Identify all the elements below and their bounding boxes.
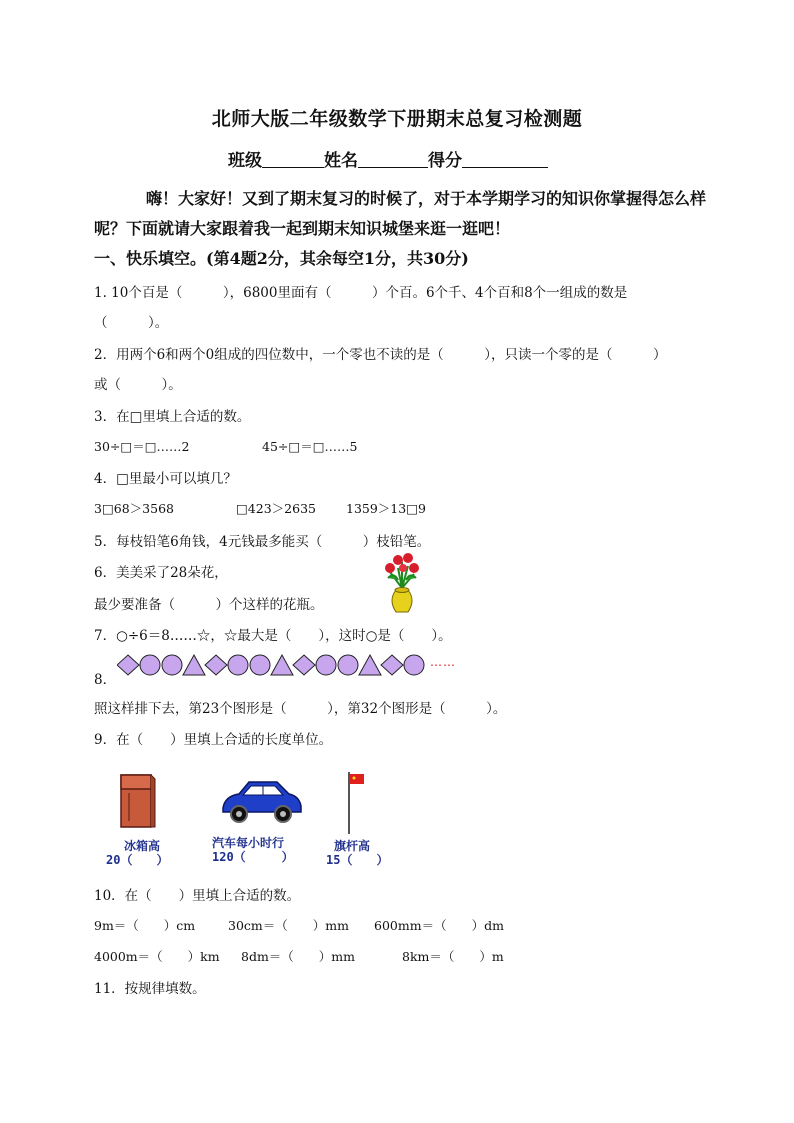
section-1-heading: 一、快乐填空。(第4题2分，其余每空1分，共30分) [94,249,469,268]
diamond-shape [293,655,315,675]
flag-value: 15（ ） [326,853,389,867]
class-label: 班级 [228,151,262,171]
class-blank[interactable] [262,149,324,168]
question-1-line-1: 1. 10个百是（ ），6800里面有（ ）个百。6个千、4个百和8个一组成的数是 [94,285,628,301]
triangle-shape [183,655,205,675]
student-info-line [228,146,548,171]
score-label: 得分 [428,151,462,171]
question-8-number: 8． [94,672,117,688]
triangle-shape [359,655,381,675]
circle-shape [316,655,336,675]
diamond-shape [205,655,227,675]
question-3-item-a: 30÷□＝□……2 [94,439,190,454]
circle-shape [140,655,160,675]
question-10-item-a: 9m＝（ ）cm [94,918,196,933]
question-4-item-a: 3□68＞3568 [94,501,174,516]
intro-line-1: 嗨！大家好！又到了期末复习的时候了，对于本学期学习的知识你掌握得怎么样 [146,189,707,208]
name-blank[interactable] [358,149,428,168]
question-10-item-f: 8km＝（ ）m [402,949,504,964]
car-caption: 汽车每小时行 [212,836,285,850]
flower-vase-icon [378,548,426,616]
score-blank[interactable] [462,149,548,168]
diamond-shape [117,655,139,675]
question-3-item-b: 45÷□＝□……5 [262,439,358,454]
question-6-line-2: 最少要准备（ ）个这样的花瓶。 [94,597,324,613]
question-3-line-1: 3．在□里填上合适的数。 [94,409,251,425]
question-7: 7．○÷6＝8……☆，☆最大是（ ），这时○是（ ）。 [94,628,452,644]
flag-caption: 旗杆高 [334,839,371,853]
name-label: 姓名 [324,151,358,171]
question-10-item-c: 600mm＝（ ）dm [374,918,504,933]
question-11: 11．按规律填数。 [94,981,206,997]
question-10-item-d: 4000m＝（ ）km [94,949,220,964]
question-6-line-1: 6．美美采了28朵花， [94,565,228,581]
intro-line-2: 呢？下面就请大家跟着我一起到期末知识城堡来逛一逛吧！ [94,219,511,238]
page-title: 北师大版二年级数学下册期末总复习检测题 [211,108,583,130]
question-8-line-2: 照这样排下去，第23个图形是（ ），第32个图形是（ ）。 [94,701,507,717]
question-2-line-2: 或（ ）。 [94,377,182,393]
question-4-item-c: 1359＞13□9 [346,501,426,516]
question-2-line-1: 2．用两个6和两个0组成的四位数中，一个零也不读的是（ ），只读一个零的是（ ） [94,347,667,363]
question-10-item-b: 30cm＝（ ）mm [228,918,349,933]
question-5: 5．每枝铅笔6角钱，4元钱最多能买（ ）枝铅笔。 [94,534,431,550]
question-4-item-b: □423＞2635 [236,501,316,516]
continue-dots: …… [430,655,456,669]
circle-shape [228,655,248,675]
fridge-icon [117,771,157,829]
question-10-line-1: 10．在（ ）里填上合适的数。 [94,888,301,904]
diamond-shape [381,655,403,675]
car-value: 120（ ） [212,850,294,864]
question-1-line-2: （ ）。 [94,315,169,331]
fridge-value: 20（ ） [106,853,169,867]
question-4-line-1: 4．□里最小可以填几？ [94,471,237,487]
question-9-line-1: 9．在（ ）里填上合适的长度单位。 [94,732,333,748]
circle-shape [338,655,358,675]
car-icon [217,774,305,826]
question-10-item-e: 8dm＝（ ）mm [241,949,356,964]
circle-shape [162,655,182,675]
triangle-shape [271,655,293,675]
circle-shape [250,655,270,675]
circle-shape [404,655,424,675]
fridge-caption: 冰箱高 [124,839,161,853]
flagpole-icon [343,770,367,836]
